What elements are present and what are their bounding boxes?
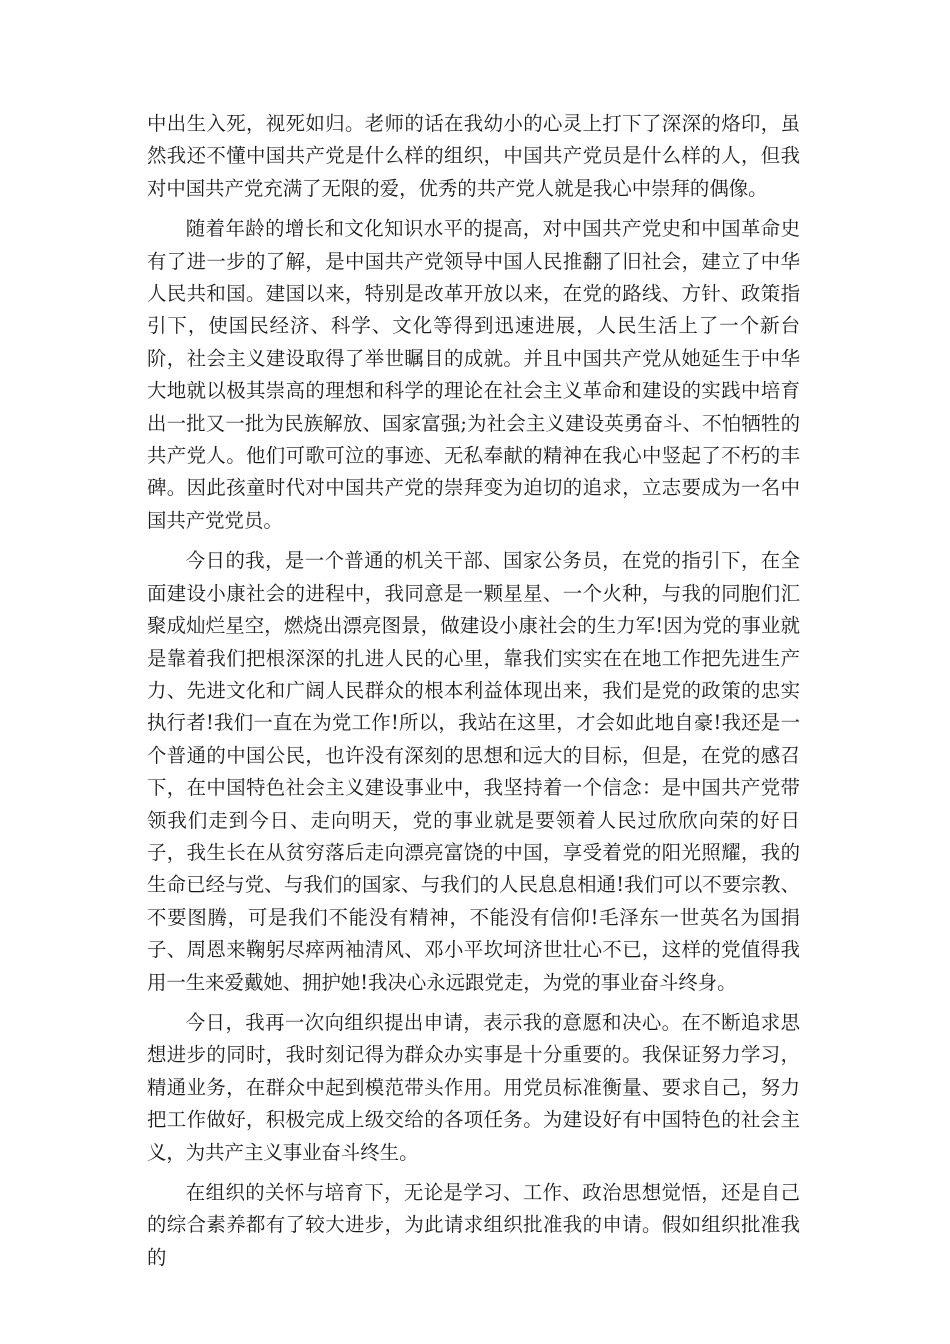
paragraph-1: 中出生入死，视死如归。老师的话在我幼小的心灵上打下了深深的烙印，虽然我还不懂中国共产党是什么样的组织，中国共产党员是什么样的人，但我对中国共产党充满了无限的爱，优秀的共产党人就是我心中崇拜的偶像。 — [147, 112, 800, 200]
paragraph-3: 今日的我，是一个普通的机关干部、国家公务员，在党的指引下，在全面建设小康社会的进程中，我同意是一颗星星、一个火种，与我的同胞们汇聚成灿烂星空，燃烧出漂亮图景，做建设小康社会的生力军!因为党的事业就是靠着我们把根深深的扎进人民的心里，靠我们实实在在地工作把先进生产力、先进文化和广阔人民群众的根本利益体现出来，我们是党的政策的忠实执行者!我们一直在为党工作!所以，我站在这里，才会如此地自豪!我还是一个普通的中国公民，也许没有深刻的思想和远大的目标，但是，在党的感召下，在中国特色社会主义建设事业中，我坚持着一个信念：是中国共产党带领我们走到今日、走向明天，党的事业就是要领着人民过欣欣向荣的好日子，我生长在从贫穷落后走向漂亮富饶的中国，享受着党的阳光照耀，我的生命已经与党、与我们的国家、与我们的人民息息相通!我们可以不要宗教、不要图腾，可是我们不能没有精神，不能没有信仰!毛泽东一世英名为国捐子、周恩来鞠躬尽瘁两袖清风、邓小平坎坷济世壮心不已，这样的党值得我用一生来爱戴她、拥护她!我决心永远跟党走，为党的事业奋斗终身。 — [147, 549, 800, 994]
paragraph-2: 随着年龄的增长和文化知识水平的提高，对中国共产党史和中国革命史有了进一步的了解，是中国共产党领导中国人民推翻了旧社会，建立了中华人民共和国。建国以来，特别是改革开放以来，在党的路线、方针、政策指引下，使国民经济、科学、文化等得到迅速进展，人民生活上了一个新台阶，社会主义建设取得了举世瞩目的成就。并且中国共产党从她延生于中华大地就以极其崇高的理想和科学的理论在社会主义革命和建设的实践中培育出一批又一批为民族解放、国家富强;为社会主义建设英勇奋斗、不怕牺牲的共产党人。他们可歌可泣的事迹、无私奉献的精神在我心中竖起了不朽的丰碑。因此孩童时代对中国共产党的崇拜变为迫切的追求，立志要成为一名中国共产党党员。 — [147, 217, 800, 532]
paragraph-4: 今日，我再一次向组织提出申请，表示我的意愿和决心。在不断追求思想进步的同时，我时刻记得为群众办实事是十分重要的。我保证努力学习，精通业务，在群众中起到模范带头作用。用党员标准衡量、要求自己，努力把工作做好，积极完成上级交给的各项任务。为建设好有中国特色的社会主义，为共产主义事业奋斗终生。 — [147, 1010, 800, 1164]
document-body — [147, 108, 800, 1282]
paragraph-5: 在组织的关怀与培育下，无论是学习、工作、政治思想觉悟，还是自己的综合素养都有了较大进步，为此请求组织批准我的申请。假如组织批准我的 — [147, 1181, 800, 1269]
